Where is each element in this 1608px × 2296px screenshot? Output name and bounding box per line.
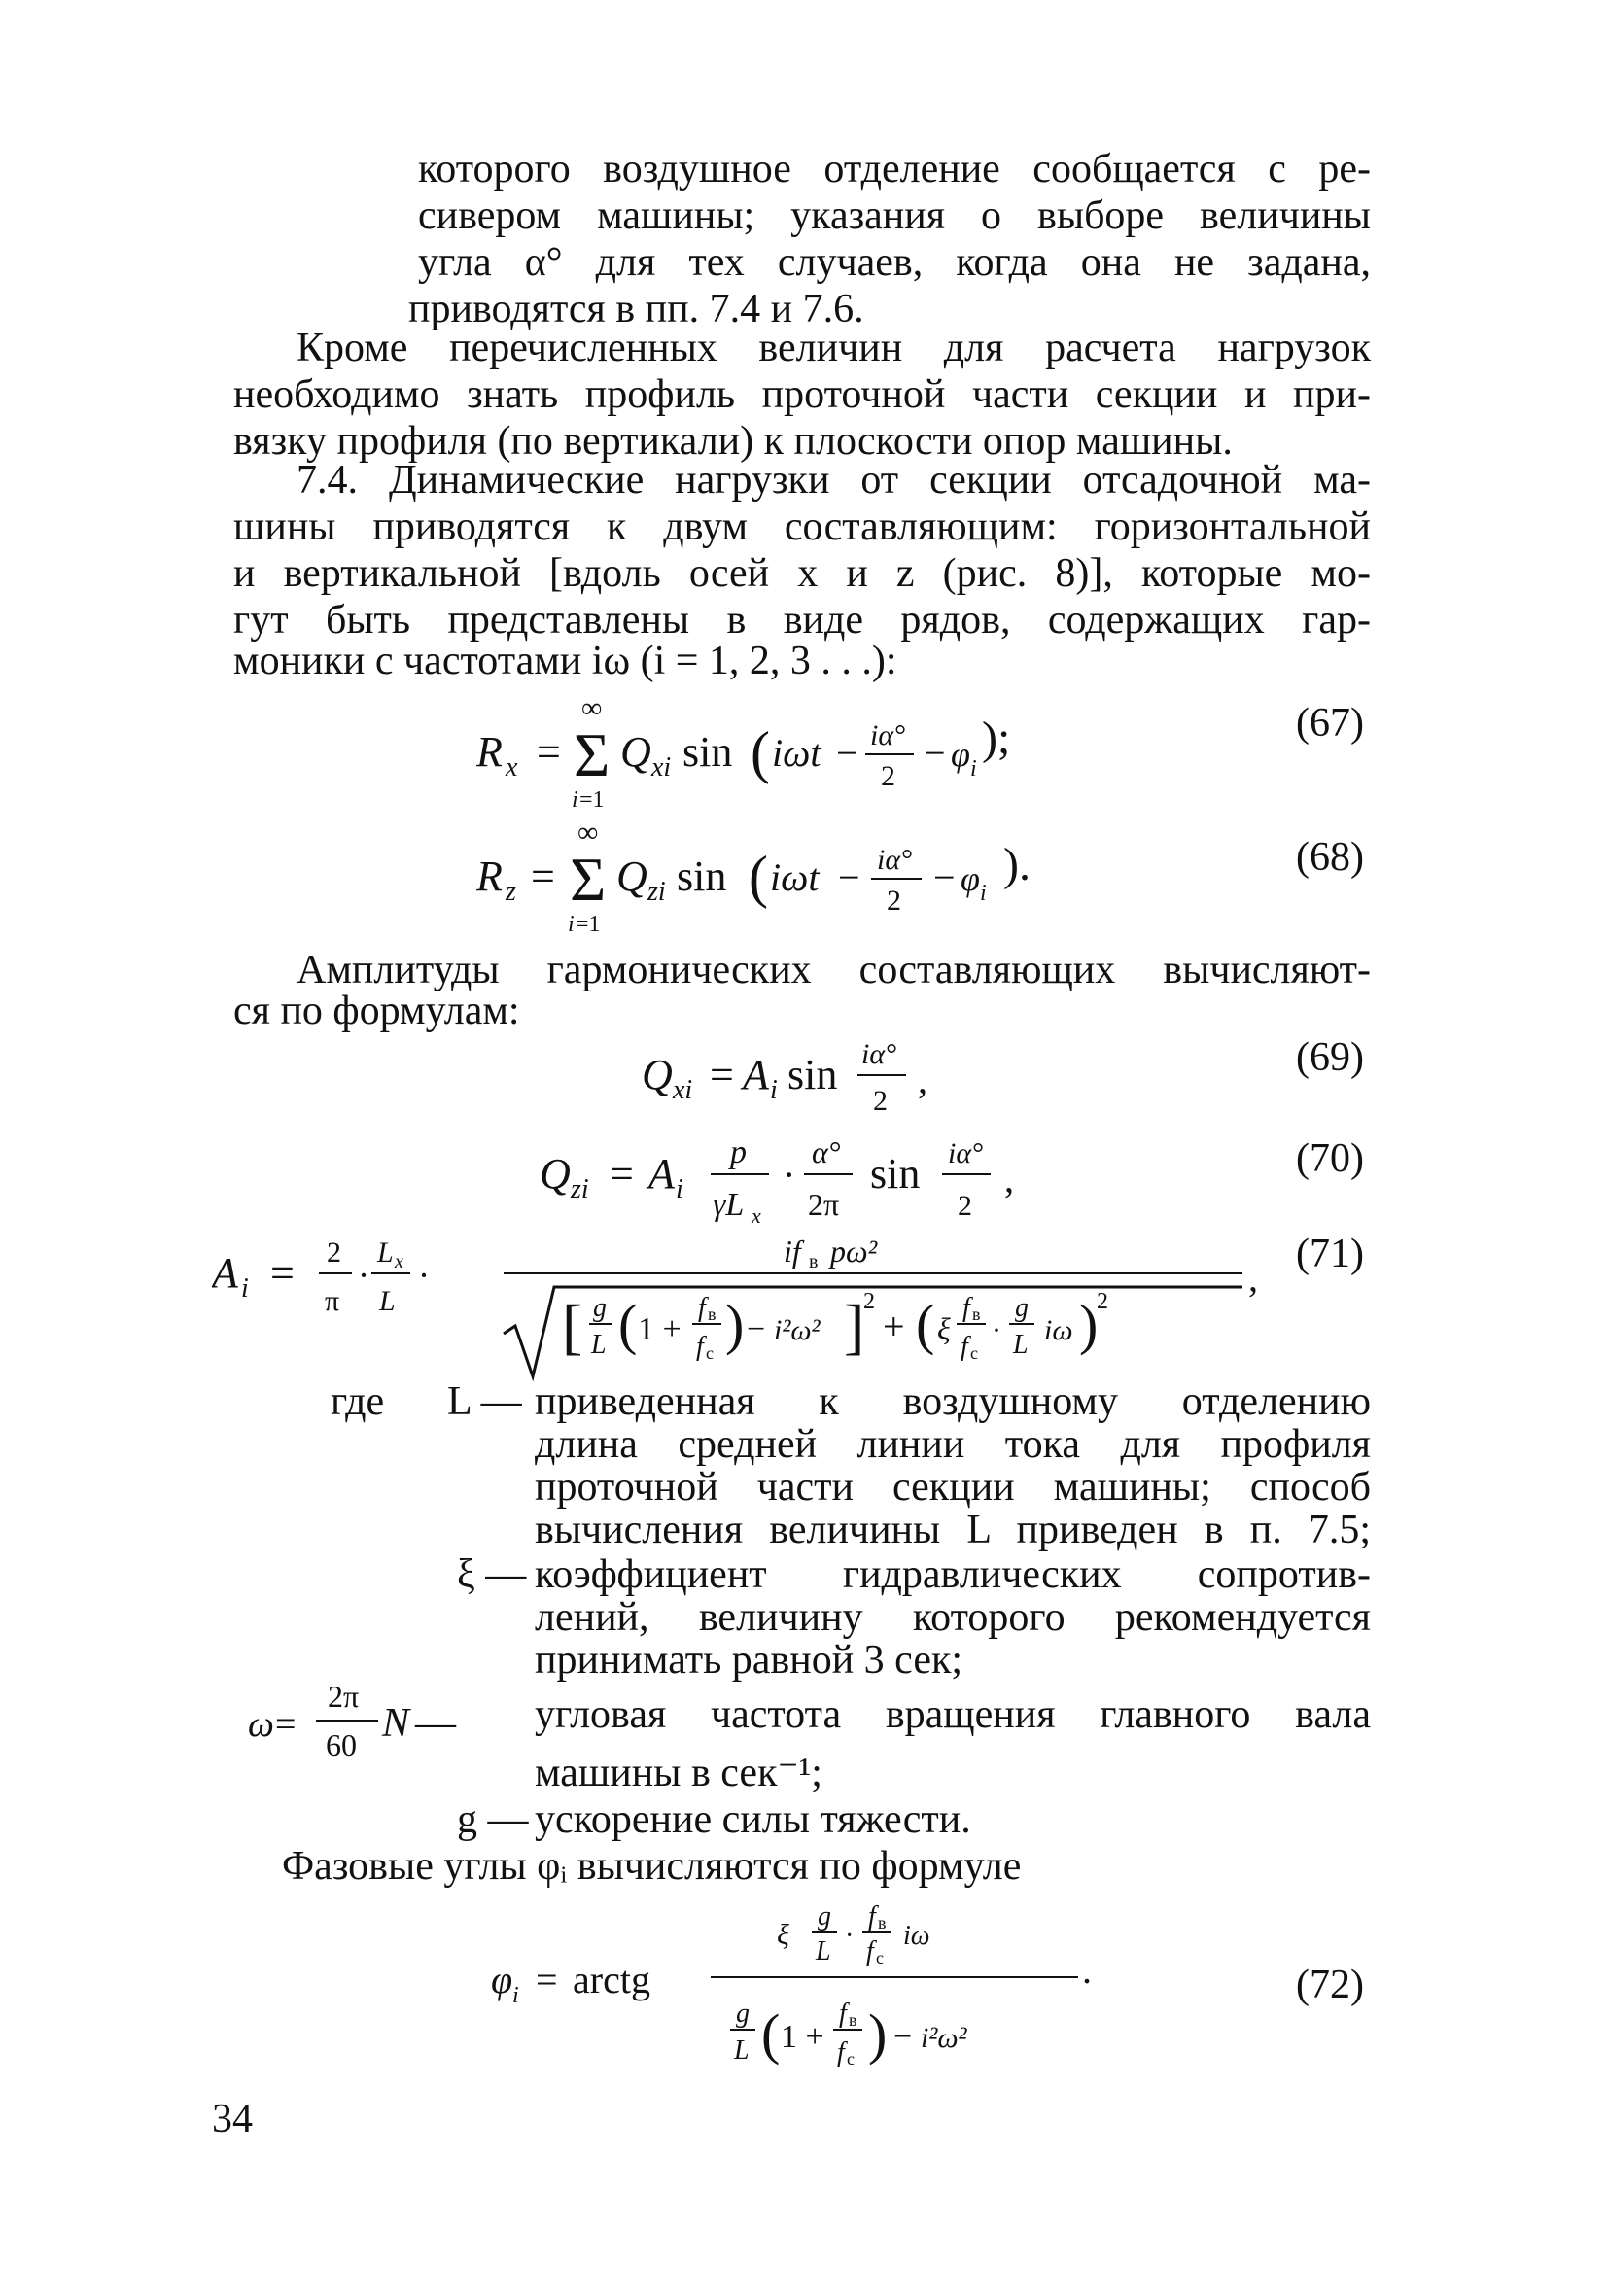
svg-text:A: A [648,1150,675,1198]
def-line: приведенная к воздушному отделению [535,1379,1371,1424]
svg-text:iα°: iα° [948,1137,984,1169]
svg-text:x: x [752,1203,761,1228]
eq-number-72: (72) [1296,1963,1364,2007]
svg-text:∞: ∞ [581,692,603,724]
svg-text:L: L [1013,1330,1029,1360]
equation-68-graphic [476,813,1001,939]
eq-number-69: (69) [1296,1035,1364,1080]
paren-close: ). [1003,839,1031,890]
svg-text:f: f [839,1999,847,2029]
text-line: Амплитуды гармонических составляющих вычисляют- [297,948,1371,992]
text-line: сивером машины; указания о выборе величины [418,193,1371,238]
equation-72-graphic [491,1886,1113,2080]
svg-text:): ) [725,1293,745,1356]
svg-text:60: 60 [326,1727,357,1762]
svg-text:.: . [1082,1948,1092,1992]
paren-close: ); [982,713,1011,764]
svg-text:iα°: iα° [870,719,906,751]
svg-text:c: c [706,1343,714,1363]
equation-67-graphic [476,688,982,815]
svg-text:·: · [418,1256,430,1295]
def-line: вычисления величины L приведен в п. 7.5; [535,1508,1371,1552]
svg-text:c: c [876,1948,884,1967]
svg-text:f: f [961,1332,968,1362]
svg-text:−: − [838,855,860,899]
svg-text:2π: 2π [328,1679,360,1714]
svg-text:1 +: 1 + [781,2019,824,2055]
svg-text:g: g [1015,1293,1029,1323]
def-line: лений, величину которого рекомендуется [535,1595,1371,1640]
svg-text:π: π [325,1285,340,1317]
svg-text:i: i [980,881,987,906]
text-line: вязку профиля (по вертикали) к плоскости опор машины. [233,419,1233,464]
svg-text:f: f [868,1901,876,1931]
svg-text:в: в [809,1251,819,1272]
svg-text:ω: ω [248,1704,274,1745]
svg-text:−: − [933,855,956,899]
svg-text:pω²: pω² [830,1234,878,1269]
svg-text:2: 2 [881,760,895,792]
def-symbol-omega [248,1672,530,1784]
svg-text:+: + [883,1305,905,1348]
svg-text:A: A [743,1051,769,1098]
svg-text:L: L [591,1330,607,1360]
svg-text:Σ: Σ [570,845,607,914]
text-line: приводятся в пп. 7.4 и 7.6. [408,287,864,331]
svg-text:A: A [212,1249,238,1297]
svg-text:Σ: Σ [574,720,611,789]
svg-text:sin: sin [787,1051,838,1098]
svg-text:f: f [698,1293,706,1323]
def-line: коэффициент гидравлических сопротив- [535,1552,1371,1597]
svg-text:=: = [710,1051,734,1098]
svg-text:): ) [868,2002,888,2066]
eq-number-70: (70) [1296,1136,1364,1181]
text-line: шины приводятся к двум составляющим: горизонтальной [233,504,1371,549]
svg-text:c: c [970,1343,978,1363]
eq-number-71: (71) [1296,1232,1364,1276]
text-line: ся по формулам: [233,989,520,1033]
equation-67 [476,688,982,825]
svg-text:∞: ∞ [577,817,599,849]
eq-number-67: (67) [1296,701,1364,746]
svg-text:=: = [537,728,561,776]
svg-text:xi: xi [673,1075,693,1105]
svg-text:i: i [512,1983,519,2008]
text-line: Кроме перечисленных величин для расчета нагрузок [297,326,1371,370]
equation-71 [212,1219,1272,1395]
svg-text:L: L [816,1936,831,1966]
svg-text:·: · [992,1314,1001,1346]
def-line: ускорение силы тяжести. [535,1797,971,1842]
text-line: 7.4. Динамические нагрузки от секции отсадочной ма- [297,458,1371,503]
svg-text:=1: =1 [576,912,601,937]
svg-text:—: — [415,1701,456,1746]
svg-text:f: f [696,1332,704,1362]
svg-text:g: g [593,1293,607,1323]
svg-text:2: 2 [958,1190,972,1222]
svg-text:φ: φ [491,1958,513,2001]
svg-text:zi: zi [571,1174,589,1204]
svg-text:): ) [1079,1293,1099,1356]
svg-text:sin: sin [682,728,733,776]
svg-text:p: p [730,1134,747,1170]
svg-text:=: = [610,1150,634,1198]
text-line: необходимо знать профиль проточной части секции и при- [233,372,1371,417]
where-label: где [331,1379,385,1424]
svg-text:2π: 2π [808,1187,840,1222]
def-line: угловая частота вращения главного вала [535,1692,1371,1737]
def-line: принимать равной 3 сек; [535,1638,963,1683]
svg-text:L: L [379,1285,396,1317]
svg-text:Q: Q [642,1051,673,1098]
svg-text:iα°: iα° [877,844,913,876]
svg-text:zi: zi [647,877,666,907]
svg-text:]: ] [844,1292,865,1361]
svg-text:ξ: ξ [777,1919,789,1951]
equation-72 [491,1886,1113,2091]
svg-text:i: i [572,787,578,813]
svg-text:f: f [837,2037,845,2068]
svg-text:γL: γL [713,1187,745,1223]
svg-text:·: · [358,1256,369,1295]
equation-68 [476,813,1001,950]
equation-69-graphic [642,1021,972,1128]
svg-text:z: z [506,877,516,907]
svg-text:·: · [783,1153,796,1197]
svg-text:,: , [918,1058,927,1101]
svg-text:iα°: iα° [861,1038,897,1070]
svg-text:α°: α° [812,1134,841,1169]
def-line: длина средней линии тока для профиля [535,1422,1371,1467]
svg-text:f: f [866,1936,874,1966]
svg-text:if: if [784,1234,801,1269]
svg-text:=: = [536,1958,558,2001]
svg-text:L: L [734,2035,750,2066]
svg-text:x: x [506,752,518,783]
svg-text:sin: sin [677,852,727,900]
svg-text:=: = [275,1704,297,1745]
text-line: моники с частотами iω (i = 1, 2, 3 . . .): [233,639,897,683]
svg-text:sin: sin [870,1150,921,1198]
svg-text:(: ( [618,1293,638,1356]
svg-text:,: , [1248,1256,1258,1300]
phase-line: Фазовые углы φᵢ вычисляются по формуле [282,1844,1022,1889]
svg-text:f: f [962,1293,970,1323]
page-number: 34 [212,2097,253,2141]
svg-text:g: g [818,1901,831,1931]
svg-text:(: ( [916,1293,935,1356]
svg-text:(: ( [751,720,770,784]
svg-text:2: 2 [863,1289,875,1314]
svg-text:2: 2 [887,885,901,917]
svg-text:i: i [970,756,977,782]
svg-text:iωt: iωt [772,731,821,775]
svg-text:[: [ [562,1292,583,1361]
svg-text:x: x [395,1251,403,1272]
svg-text:i²ω²: i²ω² [921,2022,967,2054]
svg-text:i: i [568,912,575,937]
svg-text:g: g [736,1999,750,2029]
equation-70-graphic [540,1118,1065,1235]
svg-text:,: , [1004,1157,1014,1200]
svg-text:L: L [377,1236,394,1269]
text-line: и вертикальной [вдоль осей x и z (рис. 8)], которые мо- [233,551,1371,596]
svg-text:−: − [893,2019,913,2055]
svg-text:φ: φ [951,735,970,774]
svg-text:R: R [476,728,503,776]
def-symbol-xi: ξ — [457,1552,527,1597]
svg-text:−: − [836,731,858,775]
svg-text:(: ( [761,2002,781,2066]
svg-text:1 +: 1 + [638,1311,682,1347]
svg-text:i: i [770,1075,778,1105]
svg-text:i: i [241,1273,249,1304]
equation-71-graphic [212,1219,1272,1384]
def-symbol-L: L — [447,1379,522,1424]
svg-text:=: = [270,1249,295,1297]
svg-text:iω: iω [903,1921,930,1951]
svg-text:=: = [531,852,555,900]
svg-text:Q: Q [616,852,647,900]
svg-text:(: ( [749,845,768,909]
svg-text:Q: Q [540,1150,571,1198]
def-line: проточной части секции машины; способ [535,1465,1371,1510]
omega-formula [248,1672,530,1779]
def-symbol-g: g — [457,1797,529,1842]
svg-text:в: в [878,1913,887,1932]
svg-text:Q: Q [620,728,651,776]
svg-text:xi: xi [651,752,672,783]
text-line: которого воздушное отделение сообщается с ре- [418,147,1371,191]
text-line: гут быть представлены в виде рядов, содержащих гар- [233,598,1371,643]
text-line: угла α° для тех случаев, когда она не задана, [418,240,1371,285]
svg-text:i: i [676,1174,683,1204]
svg-text:iω: iω [1044,1314,1073,1346]
svg-text:−: − [924,731,946,775]
def-line: машины в сек⁻¹; [535,1751,822,1795]
svg-text:в: в [708,1305,717,1324]
eq-number-68: (68) [1296,835,1364,880]
svg-text:2: 2 [1097,1289,1108,1314]
svg-text:N: N [382,1701,410,1746]
svg-text:−: − [747,1311,766,1347]
svg-text:=1: =1 [579,787,605,813]
svg-text:2: 2 [327,1236,341,1269]
svg-text:R: R [476,852,503,900]
svg-text:в: в [849,2010,857,2030]
svg-text:φ: φ [961,859,980,898]
svg-text:iωt: iωt [770,855,820,899]
svg-text:i²ω²: i²ω² [774,1314,821,1346]
svg-text:2: 2 [873,1085,888,1117]
svg-text:ξ: ξ [937,1311,951,1346]
svg-text:в: в [972,1305,981,1324]
svg-text:arctg: arctg [573,1958,650,2001]
svg-text:·: · [845,1921,855,1951]
svg-text:c: c [847,2049,855,2069]
